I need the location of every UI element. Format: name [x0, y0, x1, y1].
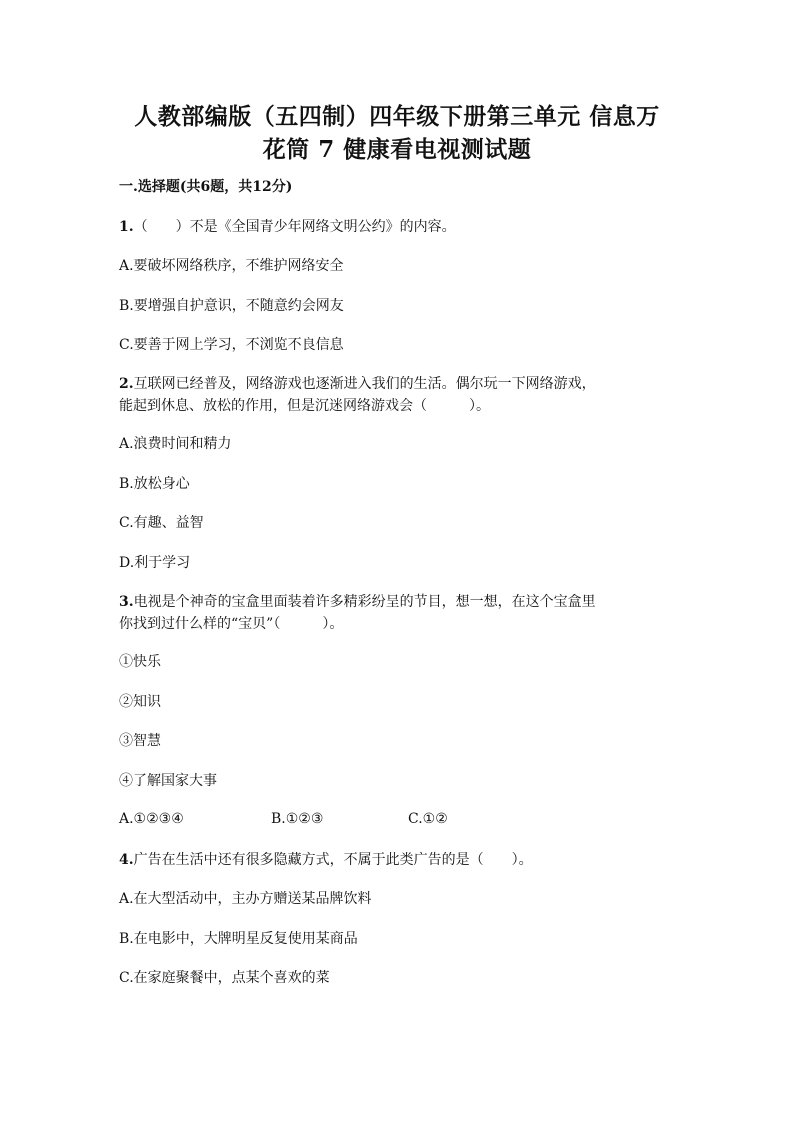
question-number: 4. — [119, 852, 134, 868]
q3-option-b: B.①②③ — [271, 811, 324, 827]
q2-option-a: A.浪费时间和精力 — [119, 436, 232, 452]
q3-option-a: A.①②③④ — [119, 811, 184, 827]
q3-item-1: ①快乐 — [119, 654, 161, 670]
question-1 — [119, 217, 456, 238]
q1-option-b: B.要增强自护意识，不随意约会网友 — [119, 298, 344, 314]
question-4 — [119, 850, 533, 871]
q3-option-c: C.①② — [408, 811, 448, 827]
question-2-line2: 能起到休息、放松的作用，但是沉迷网络游戏会（ ）。 — [119, 398, 490, 414]
q1-option-a: A.要破坏网络秩序，不维护网络安全 — [119, 258, 344, 274]
section-heading: 一.选择题(共6题，共12分) — [119, 179, 293, 195]
question-text: （ ）不是《全国青少年网络文明公约》的内容。 — [133, 219, 456, 235]
question-2 — [119, 374, 596, 395]
question-text-line1: 互联网已经普及，网络游戏也逐渐进入我们的生活。偶尔玩一下网络游戏， — [133, 376, 596, 392]
question-number: 1. — [119, 219, 134, 235]
q3-item-4: ④了解国家大事 — [119, 773, 217, 789]
q2-option-b: B.放松身心 — [119, 476, 190, 492]
question-3 — [119, 592, 596, 613]
page-title-line1: 人教部编版（五四制）四年级下册第三单元 信息万 — [134, 103, 660, 130]
question-3-line2: 你找到过什么样的“宝贝”（ ）。 — [119, 616, 344, 632]
question-text-line1: 电视是个神奇的宝盒里面装着许多精彩纷呈的节目，想一想，在这个宝盒里 — [133, 594, 596, 610]
question-text: 广告在生活中还有很多隐藏方式，不属于此类广告的是（ ）。 — [133, 852, 533, 868]
q3-item-3: ③智慧 — [119, 733, 161, 749]
q4-option-b: B.在电影中，大牌明星反复使用某商品 — [119, 931, 358, 947]
q3-item-2: ②知识 — [119, 694, 161, 710]
question-number: 2. — [119, 376, 134, 392]
q1-option-c: C.要善于网上学习，不浏览不良信息 — [119, 337, 344, 353]
q2-option-d: D.利于学习 — [119, 555, 191, 571]
q4-option-a: A.在大型活动中，主办方赠送某品牌饮料 — [119, 891, 372, 907]
page-title-line2: 花筒 7 健康看电视测试题 — [262, 136, 532, 163]
q3-options-row — [119, 811, 679, 832]
question-number: 3. — [119, 594, 134, 610]
q2-option-c: C.有趣、益智 — [119, 515, 204, 531]
q4-option-c: C.在家庭聚餐中，点某个喜欢的菜 — [119, 970, 330, 986]
